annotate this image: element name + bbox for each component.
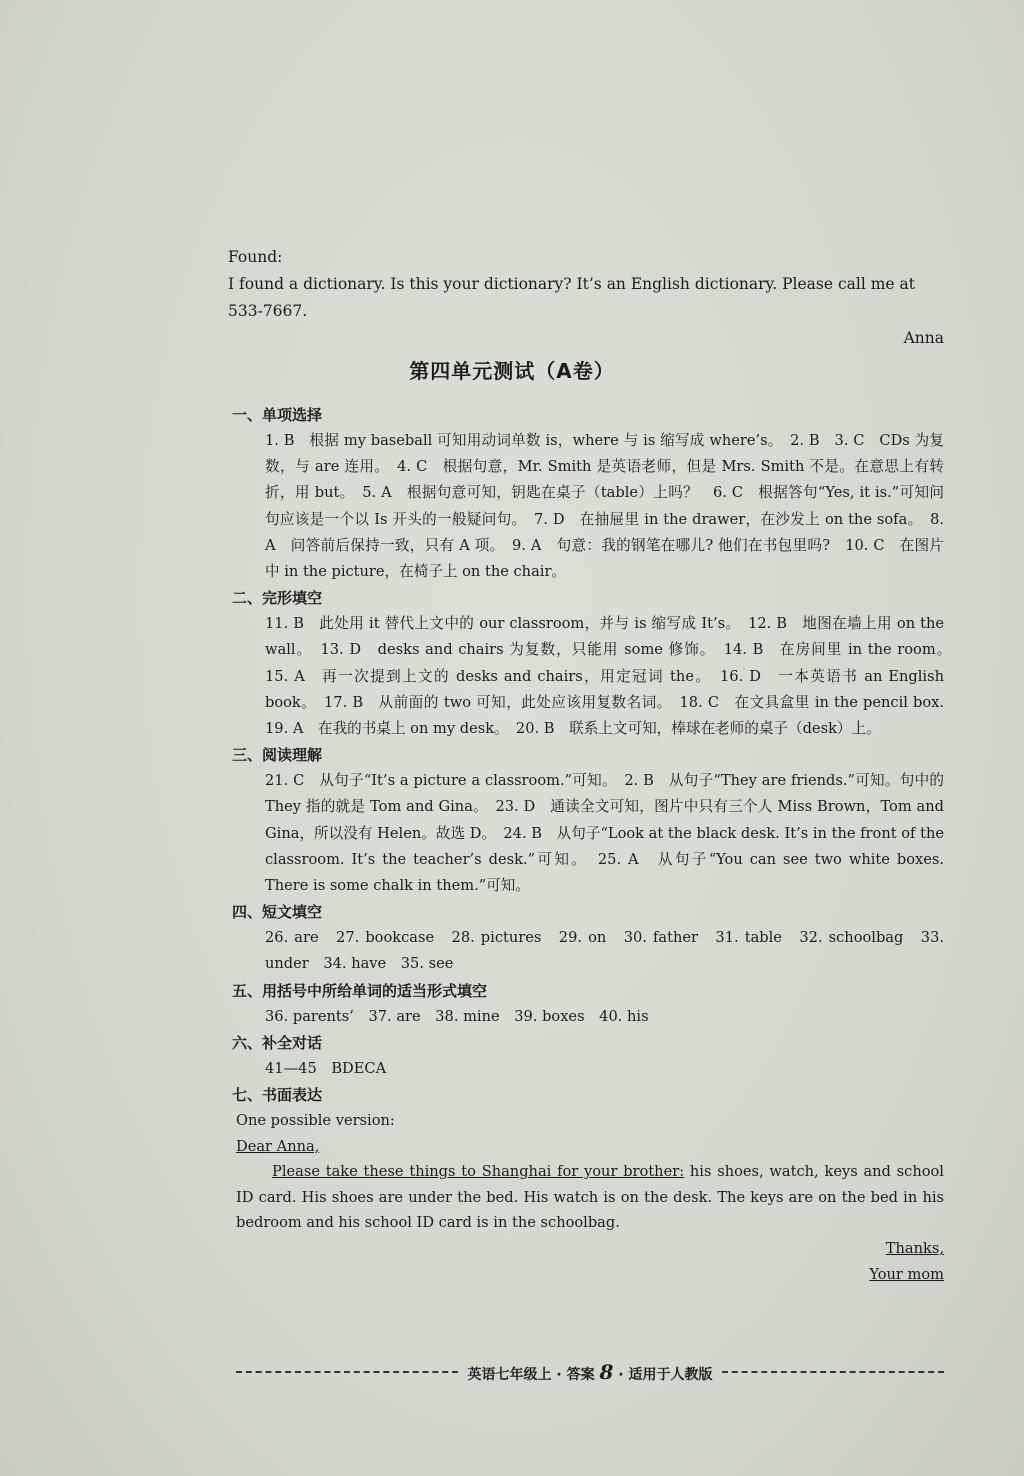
letter-closing: Thanks, xyxy=(885,1240,944,1258)
section-text: 21. C 从句子“It’s a picture a classroom.”可知。 2. B 从句子“They are friends.”可知。句中的 They 指的就是 Tom and Gina。 23. D 通读全文可知，图片中只有三个人 Miss Brown，Tom and Gina，所以没有 Helen。故选 D。 24. B 从句子“Look at the black desk. It’s in the front of the classroom. It’s the teacher’s desk.”可知。 25. A 从句子“You can see two white boxes. There is some chalk in them.”可知。 xyxy=(265,772,944,895)
section-heading: 六、补全对话 xyxy=(232,1033,323,1052)
footer-dash-right xyxy=(722,1371,944,1373)
page-number: 8 xyxy=(599,1360,614,1384)
section-heading: 三、阅读理解 xyxy=(232,746,323,765)
section-heading: 五、用括号中所给单词的适当形式填空 xyxy=(232,981,488,1000)
footer-left-text: 英语七年级上 · 答案 xyxy=(467,1367,595,1383)
footer-dash-left xyxy=(236,1371,458,1373)
found-body: I found a dictionary. Is this your dictionary? It’s an English dictionary. Please call me at 533-7667. xyxy=(228,275,915,320)
section-heading: 一、单项选择 xyxy=(232,406,323,424)
found-notice xyxy=(228,244,944,352)
section-text: 11. B 此处用 it 替代上文中的 our classroom，并与 is 缩写成 It’s。 12. B 地图在墙上用 on the wall。 13. D desks and chairs 为复数，只能用 some 修饰。 14. B 在房间里 in the room。 15. A 再一次提到上文的 desks and chairs，用定冠词 the。 16. D 一本英语书 an English book。 17. B 从前面的 two 可知，此处应该用复数名词。 18. C 在文具盒里 in the pencil box. 19. A 在我的书桌上 on my desk。 20. B 联系上文可知，棒球在老师的桌子（desk）上。 xyxy=(265,615,959,738)
footer-right-text: · 适用于人教版 xyxy=(618,1367,713,1383)
letter-greeting: Dear Anna, xyxy=(236,1137,320,1155)
section-text: 41—45 BDECA xyxy=(265,1059,387,1077)
section-heading: 四、短文填空 xyxy=(232,903,323,922)
letter-underlined-sentence: Please take these things to Shanghai for your brother: xyxy=(272,1163,685,1181)
section-text: 1. B 根据 my baseball 可知用动词单数 is，where 与 is 缩写成 where’s。 2. B 3. C CDs 为复数，与 are 连用。 4. C 根据句意，Mr. Smith 是英语老师，但是 Mrs. Smith 不是。在意思上有转折，用 but。 5. A 根据句意可知，钥匙在桌子（table）上吗？ 6. C 根据答句“Yes, it is.”可知问句应该是一个以 Is 开头的一般疑问句。 7. D 在抽屉里 in the drawer，在沙发上 on the sofa。 8. A 问答前后保持一致，只有 A 项。 9. A 句意：我的钢笔在哪儿? 他们在书包里吗? 10. C 在图片中 in the picture，在椅子上 on the chair。 xyxy=(265,432,944,581)
section-text: 26. are 27. bookcase 28. pictures 29. on 30. father 31. table 32. schoolbag 33. under 34. have 35. see xyxy=(265,929,944,973)
letter-signature: Your mom xyxy=(869,1265,944,1283)
found-signature: Anna xyxy=(903,329,944,347)
answer-content xyxy=(228,402,959,1287)
writing-sample xyxy=(236,1108,944,1287)
letter-body-rest: his shoes, watch, keys and school ID card. His shoes are under the bed. His watch is on the desk. The keys are on the bed in his bedroom and his school ID card is in the schoolbag. xyxy=(236,1163,944,1232)
section-text: 36. parents’ 37. are 38. mine 39. boxes 40. his xyxy=(265,1007,649,1025)
letter-body xyxy=(236,1159,944,1236)
found-label: Found: xyxy=(228,248,283,266)
section-heading: 七、书面表达 xyxy=(232,1086,323,1105)
footer-text xyxy=(458,1360,723,1384)
page-footer xyxy=(236,1360,944,1384)
page-title: 第四单元测试（A卷） xyxy=(409,359,615,383)
section-heading: 二、完形填空 xyxy=(232,589,323,608)
writing-intro: One possible version: xyxy=(236,1112,395,1130)
